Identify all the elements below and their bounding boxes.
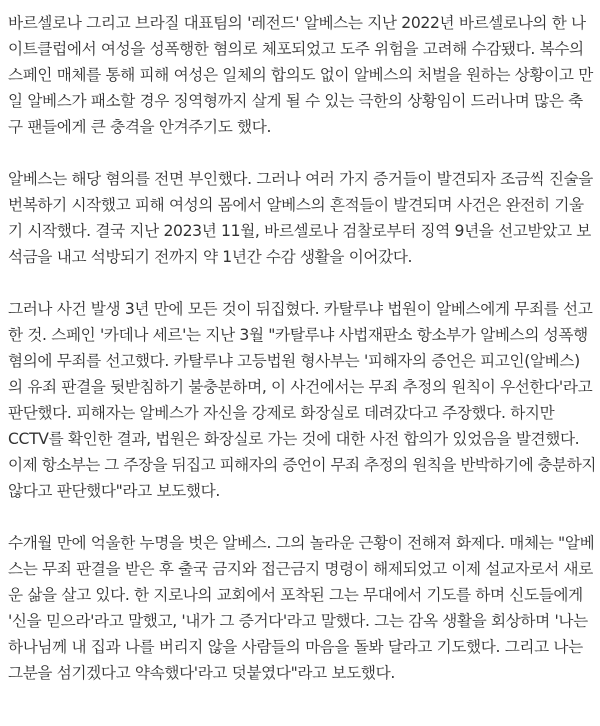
text-line: 스는 무죄 판결을 받은 후 출국 금지와 접근금지 명령이 해제되었고 이제 설교자로서 새로 [8,560,593,578]
text-line: 일 알베스가 패소할 경우 징역형까지 살게 될 수 있는 극한의 상황임이 드러나며 많은 축 [8,92,583,110]
text-line: '신을 믿으라'라고 말했고, '내가 그 증거다'라고 말했다. 그는 감옥 생활을 회상하며 '나는 [8,612,588,630]
text-line: 의 유죄 판결을 뒷받침하기 불충분하며, 이 사건에서는 무죄 추정의 원칙이 우선한다'라고 [8,378,593,396]
text-line: 혐의에 무죄를 선고했다. 카탈루냐 고등법원 형사부는 '피해자의 증언은 피고인(알베스) [8,352,580,370]
text-line: 스페인 매체를 통해 피해 여성은 일체의 합의도 없이 알베스의 처벌을 원하는 상황이고 만 [8,66,593,84]
text-line: 이트클럽에서 여성을 성폭행한 혐의로 체포되었고 도주 위험을 고려해 수감됐다. 복수의 [8,40,584,58]
text-line: 않다고 판단했다"라고 보도했다. [8,482,220,500]
text-line: 그러나 사건 발생 3년 만에 모든 것이 뒤집혔다. 카탈루냐 법원이 알베스에게 무죄를 선고 [8,300,593,318]
text-line: 이제 항소부는 그 주장을 뒤집고 피해자의 증언이 무죄 추정의 원칙을 반박하기에 충분하지 [8,456,596,474]
text-line: 운 삶을 살고 있다. 한 지로나의 교회에서 포착된 그는 무대에서 기도를 하며 신도들에게 [8,586,583,604]
text-line: 번복하기 시작했고 피해 여성의 몸에서 알베스의 흔적들이 발견되며 사건은 완전히 기울 [8,196,584,214]
text-line: 그분을 섬기겠다고 약속했다'라고 덧붙였다"라고 보도했다. [8,664,395,682]
text-line: 알베스는 해당 혐의를 전면 부인했다. 그러나 여러 가지 증거들이 발견되자 조금씩 진술을 [8,170,593,188]
paragraph-3 [8,296,596,504]
paragraph-2 [8,166,596,270]
text-line: 구 팬들에게 큰 충격을 안겨주기도 했다. [8,118,272,136]
paragraph-4 [8,530,596,686]
text-line: 판단했다. 피해자는 알베스가 자신을 강제로 화장실로 데려갔다고 주장했다. 하지만 [8,404,555,422]
paragraph-1 [8,10,596,140]
text-line: 수개월 만에 억울한 누명을 벗은 알베스. 그의 놀라운 근황이 전해져 화제다. 매체는 "알베 [8,534,595,552]
text-line: 한 것. 스페인 '카데나 세르'는 지난 3월 "카탈루냐 사법재판소 항소부가 알베스의 성폭행 [8,326,588,344]
article-body [8,10,596,686]
text-line: CCTV를 확인한 결과, 법원은 화장실로 가는 것에 대한 사전 합의가 있었음을 발견했다. [8,430,580,448]
text-line: 바르셀로나 그리고 브라질 대표팀의 '레전드' 알베스는 지난 2022년 바르셀로나의 한 나 [8,14,586,32]
text-line: 기 시작했다. 결국 지난 2023년 11월, 바르셀로나 검찰로부터 징역 9년을 선고받았고 보 [8,222,592,240]
text-line: 하나님께 내 집과 나를 버리지 않을 사람들의 마음을 돌봐 달라고 기도했다. 그리고 나는 [8,638,583,656]
text-line: 석금을 내고 석방되기 전까지 약 1년간 수감 생활을 이어갔다. [8,248,413,266]
